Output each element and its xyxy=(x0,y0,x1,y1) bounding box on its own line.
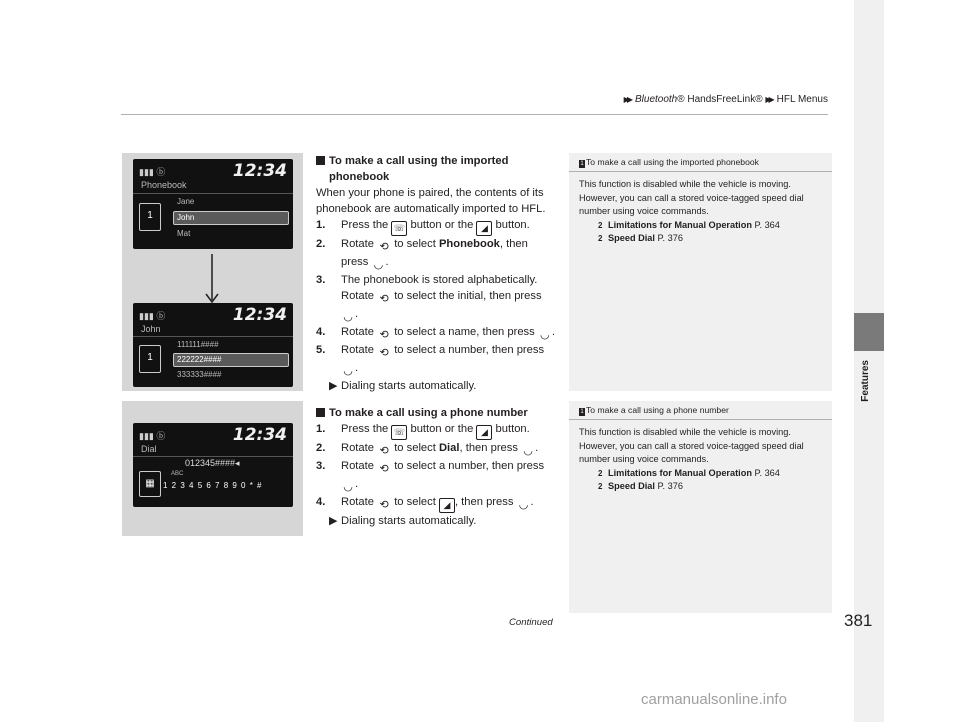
step: 3. The phonebook is stored alphabetically. Rotate ⟲ to select the initial, then press ◡ . xyxy=(316,274,542,323)
screen-phonebook xyxy=(133,159,293,249)
screen-divider xyxy=(133,336,293,337)
reference-icon: 2 xyxy=(598,468,603,478)
rotate-knob-icon: ⟲ xyxy=(379,241,389,253)
list-item-selected: John xyxy=(177,213,195,222)
cross-reference: 2 Speed Dial P. 376 xyxy=(579,480,822,494)
press-knob-icon: ◡ xyxy=(518,499,529,511)
note-body: This function is disabled while the vehicle is moving. However, you can call a stored voice-tagged speed dial number using voice commands. 2 Limitations for Manual Operation P. 364 2 Speed Dial P. 376 xyxy=(579,178,822,246)
note-title: 1 To make a call using the imported phonebook xyxy=(580,157,759,167)
phone-button-icon: ☏ xyxy=(391,425,407,440)
screen-dial xyxy=(133,423,293,507)
keypad-row: 1 2 3 4 5 6 7 8 9 0 * # xyxy=(163,481,263,490)
screen-contact xyxy=(133,303,293,387)
abc-label: ABC xyxy=(171,471,184,477)
watermark: carmanualsonline.info xyxy=(641,691,787,708)
step: 1. Press the ☏ button or the ◢ button. xyxy=(316,421,556,440)
reference-icon: 2 xyxy=(598,220,603,230)
signal-icon: ▮▮▮ ⓑ xyxy=(139,431,166,441)
reference-icon: 2 xyxy=(598,234,603,244)
reference-icon: 2 xyxy=(598,482,603,492)
cross-reference: 2 Limitations for Manual Operation P. 364 xyxy=(579,467,822,481)
square-bullet-icon xyxy=(316,156,325,165)
screen-divider xyxy=(133,193,293,194)
clock: 12:34 xyxy=(232,161,287,181)
result-arrow-icon: ▶ xyxy=(329,515,338,527)
image-panel-phonebook xyxy=(122,153,303,391)
list-item: Mat xyxy=(177,229,191,238)
screen-title: John xyxy=(141,324,161,334)
note-body: This function is disabled while the vehicle is moving. However, you can call a stored voice-tagged speed dial number using voice commands. 2 Limitations for Manual Operation P. 364 2 Speed Dial P. 376 xyxy=(579,426,822,494)
screen-divider xyxy=(133,456,293,457)
pick-up-button-icon: ◢ xyxy=(476,221,492,236)
note-box xyxy=(569,153,832,391)
pick-up-icon: ◢ xyxy=(439,498,455,513)
keypad-icon: ▦ xyxy=(139,471,161,497)
side-tab-marker xyxy=(854,313,884,351)
note-divider xyxy=(569,419,832,420)
press-knob-icon: ◡ xyxy=(343,365,353,377)
signal-icon: ▮▮▮ ⓑ xyxy=(139,311,166,321)
breadcrumb xyxy=(624,94,828,105)
pick-up-button-icon: ◢ xyxy=(476,425,492,440)
rotate-knob-icon: ⟲ xyxy=(379,347,389,359)
rotate-knob-icon: ⟲ xyxy=(379,293,389,305)
result-line: ▶ Dialing starts automatically. xyxy=(329,380,477,392)
rotate-knob-icon: ⟲ xyxy=(379,445,389,457)
result-line: ▶ Dialing starts automatically. xyxy=(329,515,477,527)
cross-reference: 2 Speed Dial P. 376 xyxy=(579,232,822,246)
step: 3. Rotate ⟲ to select a number, then press ◡ . xyxy=(316,460,545,493)
list-item: 333333#### xyxy=(177,370,222,379)
breadcrumb-handsfreelink: ® HandsFreeLink® xyxy=(677,94,763,105)
intro-text: When your phone is paired, the contents of its phonebook are automatically imported to HFL. xyxy=(316,187,546,215)
note-title: 1 To make a call using a phone number xyxy=(580,405,729,415)
phonebook-icon: 1 xyxy=(139,345,161,373)
step: 1. Press the ☏ button or the ◢ button. xyxy=(316,217,556,236)
press-knob-icon: ◡ xyxy=(343,311,353,323)
list-item: 111111#### xyxy=(177,340,219,349)
note-number-icon: 1 xyxy=(580,161,584,167)
clock: 12:34 xyxy=(232,305,287,325)
note-box xyxy=(569,401,832,613)
section-heading: To make a call using the imported phonebook xyxy=(316,153,556,185)
page-header xyxy=(0,94,960,110)
screen-title: Phonebook xyxy=(141,180,187,190)
step: 5. Rotate ⟲ to select a number, then press ◡ . xyxy=(316,344,545,377)
step: 4. Rotate ⟲ to select a name, then press ◡ . xyxy=(316,326,555,341)
image-panel-dial xyxy=(122,401,303,536)
main-content xyxy=(316,153,556,529)
rotate-knob-icon: ⟲ xyxy=(379,329,389,341)
arrow-down-icon xyxy=(205,254,219,304)
press-knob-icon: ◡ xyxy=(373,259,384,271)
breadcrumb-arrow-icon: ▶▶ xyxy=(623,95,630,104)
cross-reference: 2 Limitations for Manual Operation P. 364 xyxy=(579,219,822,233)
note-divider xyxy=(569,171,832,172)
clock: 12:34 xyxy=(232,425,287,445)
square-bullet-icon xyxy=(316,408,325,417)
step: 2. Rotate ⟲ to select Phonebook, then press ◡ . xyxy=(316,238,528,271)
breadcrumb-bluetooth: Bluetooth xyxy=(634,94,678,105)
breadcrumb-arrow-icon: ▶▶ xyxy=(765,95,772,104)
rotate-knob-icon: ⟲ xyxy=(379,499,389,511)
screen-title: Dial xyxy=(141,444,157,454)
result-arrow-icon: ▶ xyxy=(329,380,338,392)
list-item: Jane xyxy=(177,197,195,206)
dial-number: 012345####◂ xyxy=(185,458,240,468)
press-knob-icon: ◡ xyxy=(540,329,550,341)
signal-icon: ▮▮▮ ⓑ xyxy=(139,167,166,177)
header-divider xyxy=(121,114,828,115)
press-knob-icon: ◡ xyxy=(523,445,533,457)
continued-label: Continued xyxy=(509,617,553,628)
page-number: 381 xyxy=(844,611,873,630)
breadcrumb-hfl-menus: HFL Menus xyxy=(776,94,828,105)
phonebook-icon: 1 xyxy=(139,203,161,231)
list-item-selected: 222222#### xyxy=(177,355,222,364)
section-heading: To make a call using a phone number xyxy=(316,405,556,421)
phone-button-icon: ☏ xyxy=(391,221,407,236)
press-knob-icon: ◡ xyxy=(343,481,353,493)
step: 4. Rotate ⟲ to select ◢ , then press ◡ . xyxy=(316,496,534,511)
step: 2. Rotate ⟲ to select Dial, then press ◡ . xyxy=(316,442,539,457)
note-number-icon: 1 xyxy=(580,409,584,415)
rotate-knob-icon: ⟲ xyxy=(379,463,389,475)
side-tab-label: Features xyxy=(860,360,871,402)
